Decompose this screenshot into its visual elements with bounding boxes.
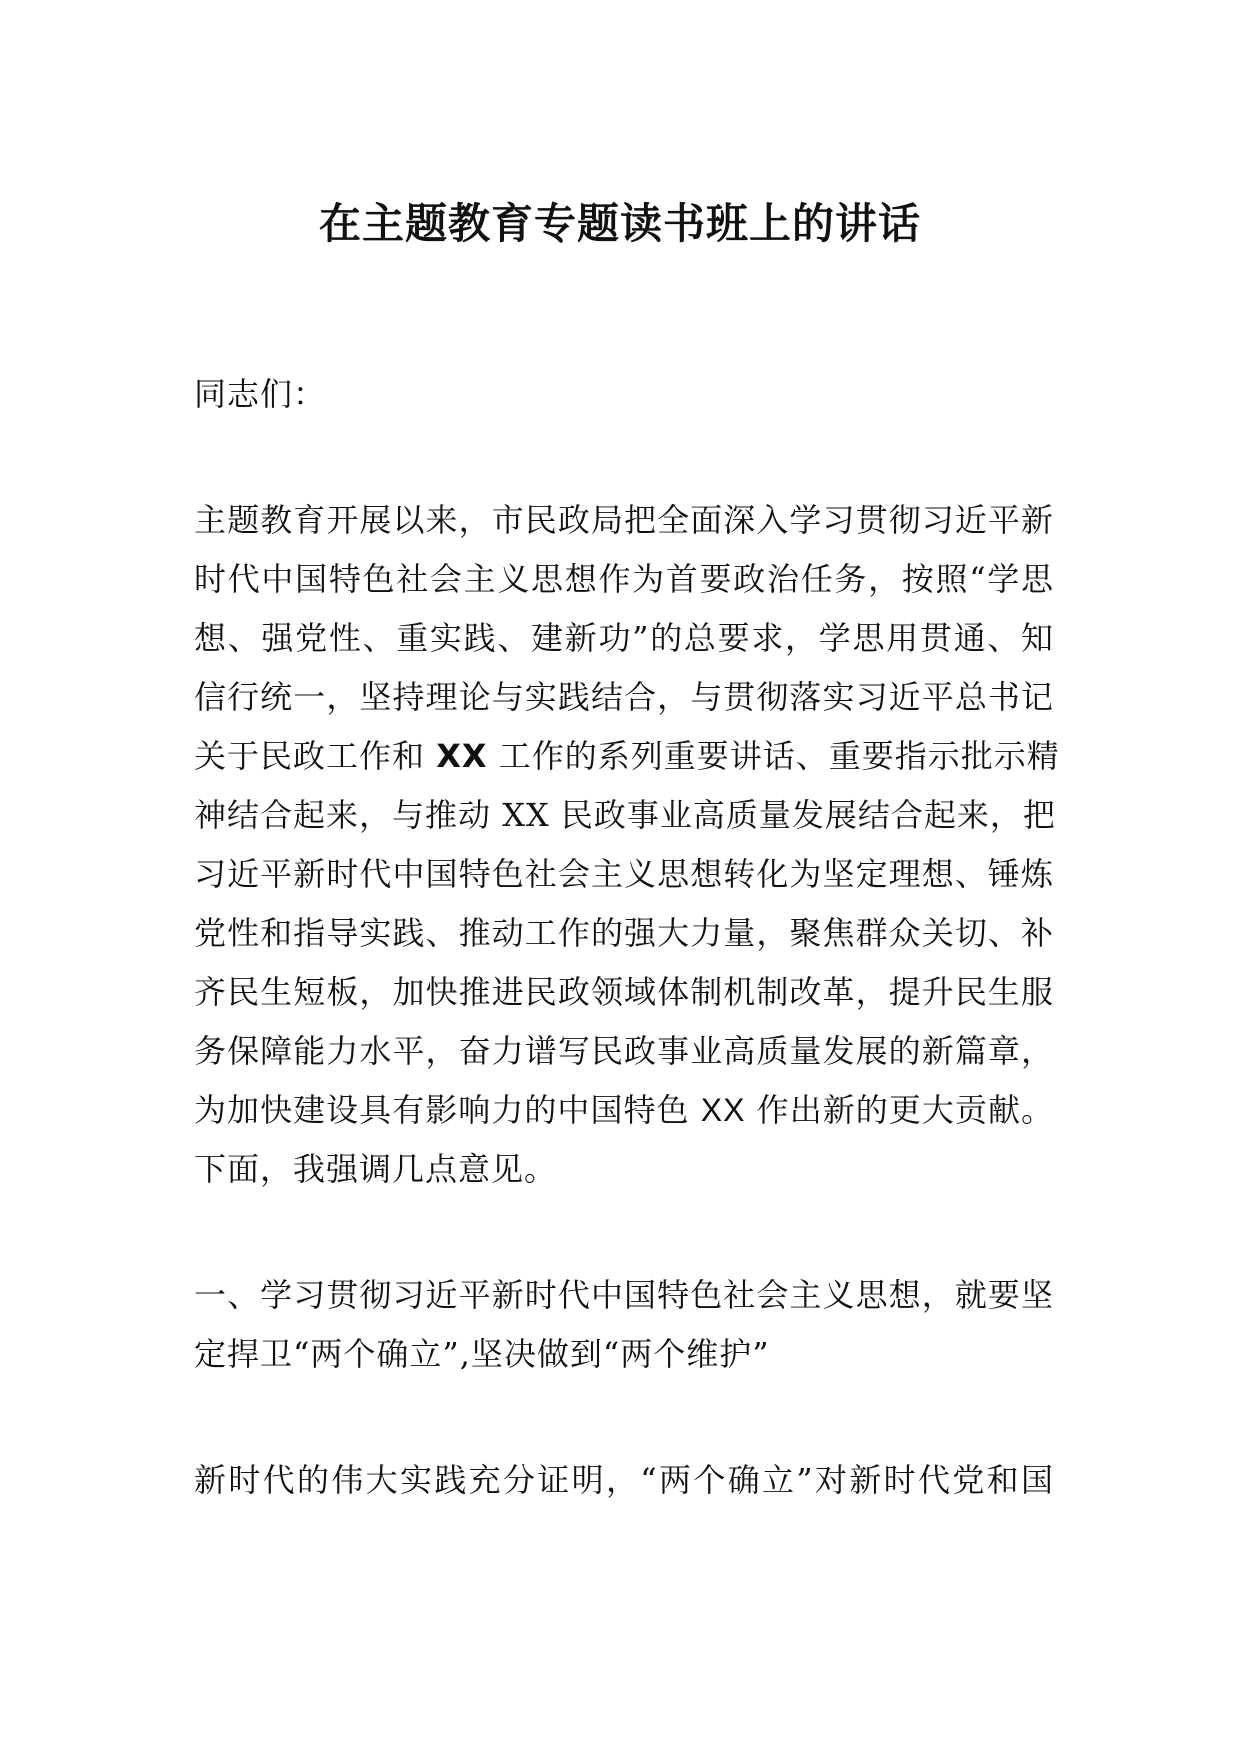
paragraph-line: 信行统一，坚持理论与实践结合，与贯彻落实习近平总书记 (194, 678, 1054, 716)
paragraph-line: 新时代的伟大实践充分证明，“两个确立”对新时代党和国 (194, 1461, 1054, 1499)
placeholder-xx: XX (700, 1092, 746, 1128)
paragraph-line: 务保障能力水平，奋力谱写民政事业高质量发展的新篇章， (194, 1032, 1054, 1070)
paragraph-line: 习近平新时代中国特色社会主义思想转化为坚定理想、锤炼 (194, 855, 1054, 893)
heading-line: 一、学习贯彻习近平新时代中国特色社会主义思想，就要坚 (194, 1276, 1054, 1314)
placeholder-xx: XX (502, 796, 550, 834)
text-segment: 作出新的更大贡献。 (745, 1091, 1054, 1129)
paragraph-line: 时代中国特色社会主义思想作为首要政治任务，按照“学思 (194, 560, 1054, 598)
paragraph-line: 想、强党性、重实践、建新功”的总要求，学思用贯通、知 (194, 619, 1054, 657)
greeting: 同志们： (194, 375, 327, 413)
document-title: 在主题教育专题读书班上的讲话 (318, 199, 921, 248)
paragraph-line: 下面，我强调几点意见。 (194, 1150, 558, 1188)
text-segment: 神结合起来，与推动 (194, 796, 503, 834)
text-segment: 关于民政工作和 (194, 737, 437, 775)
paragraph-line (194, 732, 1060, 780)
paragraph-line: 齐民生短板，加快推进民政领域体制机制改革，提升民生服 (194, 973, 1054, 1011)
paragraph-line: 主题教育开展以来，市民政局把全面深入学习贯彻习近平新 (194, 501, 1054, 539)
paragraph-line: 党性和指导实践、推动工作的强大力量，聚焦群众关切、补 (194, 914, 1054, 952)
paragraph-line (194, 791, 1054, 839)
text-segment: 为加快建设具有影响力的中国特色 (194, 1091, 701, 1129)
placeholder-xx: XX (436, 737, 488, 775)
paragraph-line (194, 1086, 1054, 1134)
heading-line: 定捍卫“两个确立”,坚决做到“两个维护” (194, 1335, 770, 1373)
text-segment: 工作的系列重要讲话、重要指示批示精 (487, 737, 1060, 775)
text-segment: 民政事业高质量发展结合起来，把 (549, 796, 1056, 834)
